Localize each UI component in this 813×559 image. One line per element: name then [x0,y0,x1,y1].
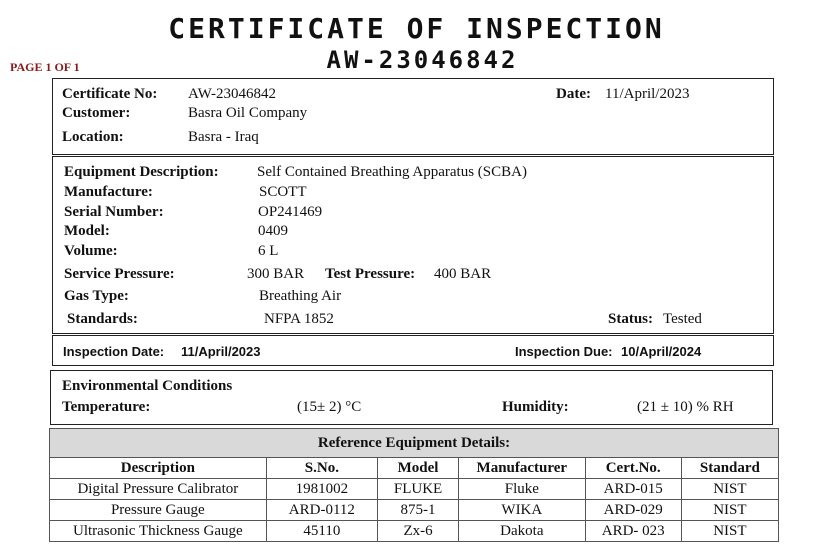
customer-label: Customer: [62,105,131,121]
equipment-box [52,156,774,334]
cell-standard: NIST [681,479,778,500]
humidity-label: Humidity: [502,399,569,415]
humidity-value: (21 ± 10) % RH [637,399,734,415]
model-label: Model: [64,223,110,239]
inspection-due-value: 10/April/2024 [621,344,702,359]
standards-label: Standards: [67,311,138,327]
environment-heading: Environmental Conditions [62,378,233,394]
temperature-value: (15± 2) °C [297,399,362,415]
location-label: Location: [62,129,124,145]
inspection-date-value: 11/April/2023 [181,344,261,359]
reference-equipment-table [49,428,779,542]
inspection-due-label: Inspection Due: [515,344,613,359]
model-value: 0409 [258,223,288,239]
certificate-no-value: AW-23046842 [188,86,276,102]
cell-cert-no: ARD-029 [585,500,681,521]
cell-manufacturer: WIKA [459,500,586,521]
cell-model: Zx-6 [378,521,459,542]
cell-model: FLUKE [378,479,459,500]
cell-cert-no: ARD- 023 [585,521,681,542]
standards-value: NFPA 1852 [264,311,334,327]
column-header-cert-no: Cert.No. [585,458,681,479]
manufacture-value: SCOTT [259,184,307,200]
inspection-date-label: Inspection Date: [63,344,165,359]
reference-table-heading: Reference Equipment Details: [50,429,779,458]
cell-description: Pressure Gauge [50,500,267,521]
test-pressure-label: Test Pressure: [325,266,416,282]
volume-label: Volume: [64,243,118,259]
equipment-description-value: Self Contained Breathing Apparatus (SCBA) [257,164,527,180]
cell-manufacturer: Fluke [459,479,586,500]
column-header-standard: Standard [681,458,778,479]
cell-standard: NIST [681,500,778,521]
serial-number-label: Serial Number: [64,204,164,220]
service-pressure-label: Service Pressure: [64,266,175,282]
page-indicator: PAGE 1 OF 1 [10,60,80,74]
serial-number-value: OP241469 [258,204,323,220]
status-value: Tested [663,311,702,327]
cell-serial: ARD-0112 [266,500,377,521]
column-header-manufacturer: Manufacturer [459,458,586,479]
customer-value: Basra Oil Company [188,105,308,121]
certificate-number-title: AW-23046842 [326,46,519,74]
volume-value: 6 L [258,243,279,259]
date-label: Date: [556,86,591,102]
cell-description: Ultrasonic Thickness Gauge [50,521,267,542]
cell-standard: NIST [681,521,778,542]
cell-description: Digital Pressure Calibrator [50,479,267,500]
temperature-label: Temperature: [62,399,151,415]
status-label: Status: [608,311,654,327]
cell-model: 875-1 [378,500,459,521]
table-row [50,521,779,542]
table-header-row [50,458,779,479]
certificate-no-label: Certificate No: [62,86,158,102]
test-pressure-value: 400 BAR [434,266,492,282]
table-row [50,479,779,500]
equipment-description-label: Equipment Description: [64,164,219,180]
table-row [50,500,779,521]
date-value: 11/April/2023 [605,86,690,102]
column-header-description: Description [50,458,267,479]
column-header-model: Model [378,458,459,479]
service-pressure-value: 300 BAR [247,266,305,282]
cell-serial: 45110 [266,521,377,542]
cell-cert-no: ARD-015 [585,479,681,500]
manufacture-label: Manufacture: [64,184,153,200]
gas-type-label: Gas Type: [64,288,129,304]
certificate-title: CERTIFICATE OF INSPECTION [168,12,665,45]
cell-manufacturer: Dakota [459,521,586,542]
location-value: Basra - Iraq [188,129,259,145]
cell-serial: 1981002 [266,479,377,500]
gas-type-value: Breathing Air [259,288,342,304]
column-header-serial: S.No. [266,458,377,479]
